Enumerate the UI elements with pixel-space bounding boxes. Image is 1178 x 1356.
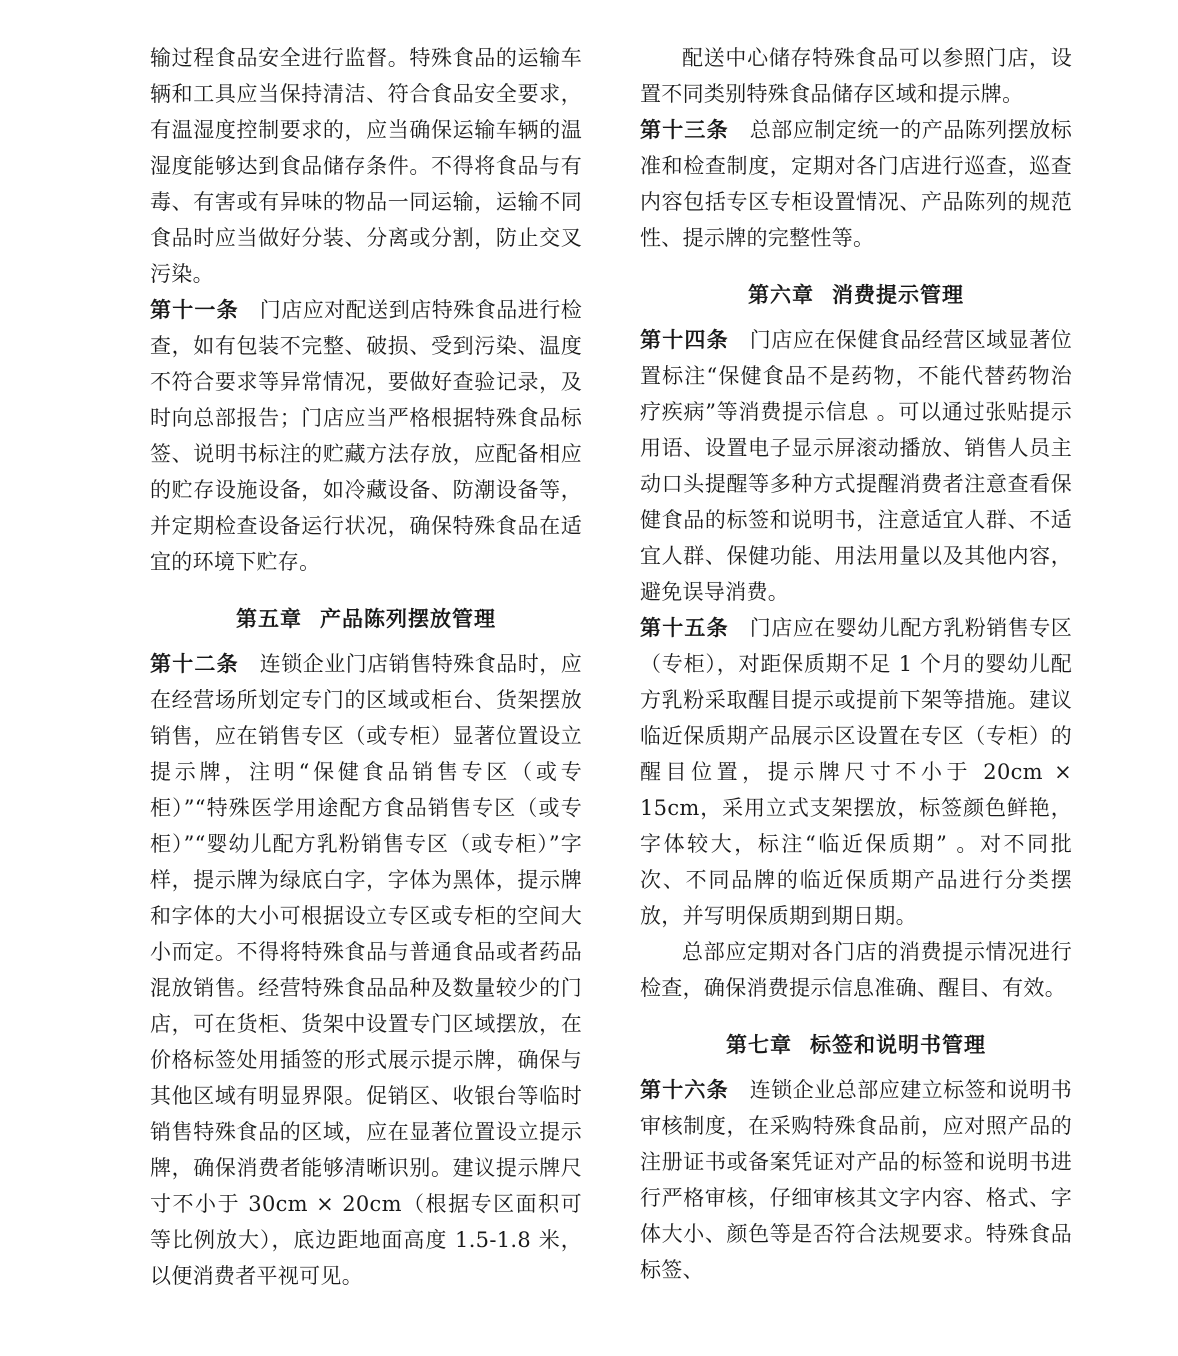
- article-number: 第十一条: [150, 298, 239, 322]
- article-number: 第十五条: [640, 616, 729, 640]
- article-text: 门店应对配送到店特殊食品进行检查，如有包装不完整、破损、受到污染、温度不符合要求等异常情况，要做好查验记录，及时向总部报告；门店应当严格根据特殊食品标签、说明书标注的贮藏方法存放，应配备相应的贮存设施设备，如冷藏设备、防潮设备等，并定期检查设备运行状况，确保特殊食品在适宜的环境下贮存。: [150, 298, 583, 574]
- chapter-title: 产品陈列摆放管理: [320, 607, 496, 631]
- chapter-6-heading: [640, 278, 1072, 312]
- chapter-title: 标签和说明书管理: [810, 1033, 986, 1057]
- paragraph-text: 总部应定期对各门店的消费提示情况进行检查，确保消费提示信息准确、醒目、有效。: [640, 940, 1072, 1000]
- paragraph-text: 配送中心储存特殊食品可以参照门店，设置不同类别特殊食品储存区域和提示牌。: [640, 46, 1072, 106]
- article-text: 门店应在保健食品经营区域显著位置标注“保健食品不是药物，不能代替药物治疗疾病”等消费提示信息 。可以通过张贴提示用语、设置电子显示屏滚动播放、销售人员主动口头提醒等多种方式提醒消费者注意查看保健食品的标签和说明书，注意适宜人群、不适宜人群、保健功能、用法用量以及其他内容，避免误导消费。: [640, 328, 1073, 604]
- article-text: 门店应在婴幼儿配方乳粉销售专区（专柜），对距保质期不足 1 个月的婴幼儿配方乳粉采取醒目提示或提前下架等措施。建议临近保质期产品展示区设置在专区（专柜）的醒目位置，提示牌尺寸不小于 20cm × 15cm，采用立式支架摆放，标签颜色鲜艳，字体较大，标注“临近保质期” 。对不同批次、不同品牌的临近保质期产品进行分类摆放，并写明保质期到期日期。: [640, 616, 1073, 928]
- chapter-number: 第六章: [748, 283, 814, 307]
- article-text: 连锁企业门店销售特殊食品时，应在经营场所划定专门的区域或柜台、货架摆放销售，应在销售专区（或专柜）显著位置设立提示牌，注明“保健食品销售专区（或专柜）”“特殊医学用途配方食品销售专区（或专柜）”“婴幼儿配方乳粉销售专区（或专柜）”字样，提示牌为绿底白字，字体为黑体，提示牌和字体的大小可根据设立专区或专柜的空间大小而定。不得将特殊食品与普通食品或者药品混放销售。经营特殊食品品种及数量较少的门店，可在货柜、货架中设置专门区域摆放，在价格标签处用插签的形式展示提示牌，确保与其他区域有明显界限。促销区、收银台等临时销售特殊食品的区域，应在显著位置设立提示牌，确保消费者能够清晰识别。建议提示牌尺寸不小于 30cm × 20cm（根据专区面积可等比例放大），底边距地面高度 1.5-1.8 米，以便消费者平视可见。: [150, 652, 583, 1288]
- article-text: 连锁企业总部应建立标签和说明书审核制度，在采购特殊食品前，应对照产品的注册证书或备案凭证对产品的标签和说明书进行严格审核，仔细审核其文字内容、格式、字体大小、颜色等是否符合法规要求。特殊食品标签、: [640, 1078, 1073, 1282]
- article-number: 第十六条: [640, 1078, 729, 1102]
- paragraph-distribution-center: [640, 40, 1072, 112]
- chapter-number: 第五章: [236, 607, 302, 631]
- paragraph-transport: [150, 40, 582, 292]
- article-number: 第十二条: [150, 652, 239, 676]
- article-11: [150, 292, 582, 580]
- article-13: [640, 112, 1072, 256]
- article-12: [150, 646, 582, 1294]
- article-16: [640, 1072, 1072, 1288]
- chapter-number: 第七章: [726, 1033, 792, 1057]
- paragraph-hq-inspection: [640, 934, 1072, 1006]
- article-number: 第十三条: [640, 118, 729, 142]
- article-text: 总部应制定统一的产品陈列摆放标准和检查制度，定期对各门店进行巡查，巡查内容包括专区专柜设置情况、产品陈列的规范性、提示牌的完整性等。: [640, 118, 1073, 250]
- article-14: [640, 322, 1072, 610]
- article-number: 第十四条: [640, 328, 729, 352]
- chapter-7-heading: [640, 1028, 1072, 1062]
- article-15: [640, 610, 1072, 934]
- right-column: [640, 40, 1072, 1288]
- paragraph-text: 输过程食品安全进行监督。特殊食品的运输车辆和工具应当保持清洁、符合食品安全要求，有温湿度控制要求的，应当确保运输车辆的温湿度能够达到食品储存条件。不得将食品与有毒、有害或有异味的物品一同运输，运输不同食品时应当做好分装、分离或分割，防止交叉污染。: [150, 46, 582, 286]
- chapter-5-heading: [150, 602, 582, 636]
- chapter-title: 消费提示管理: [832, 283, 964, 307]
- left-column: [150, 40, 582, 1294]
